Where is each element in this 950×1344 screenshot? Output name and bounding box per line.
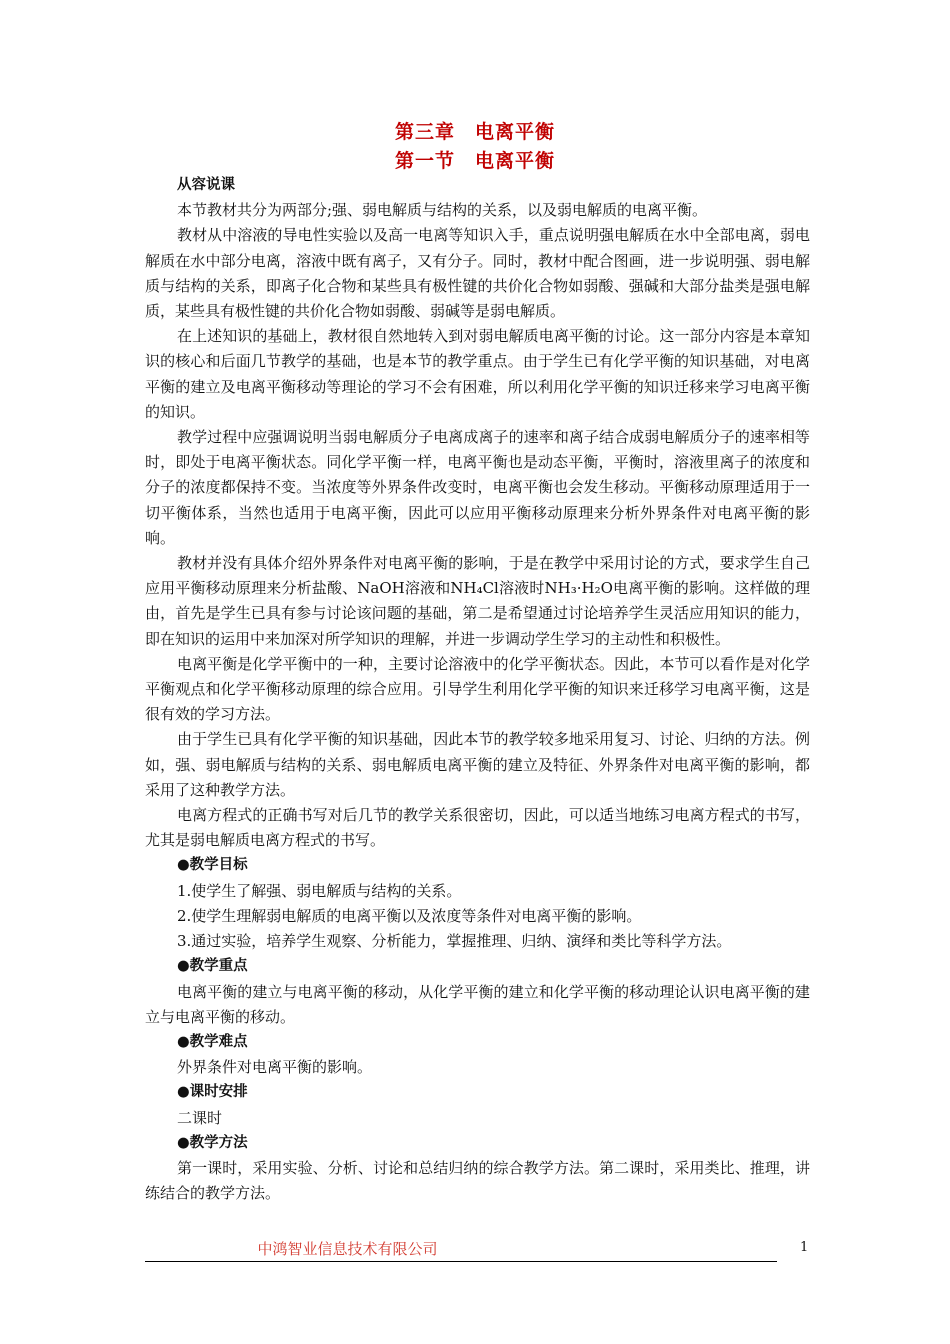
section-title: 第一节 电离平衡 <box>394 150 555 172</box>
section-heading: ●教学目标 <box>177 857 248 874</box>
paragraph: 电离方程式的正确书写对后几节的教学关系很密切，因此，可以适当地练习电离方程式的书写，尤其是弱电解质电离方程式的书写。 <box>145 806 810 850</box>
list-item: 1.使学生了解强、弱电解质与结构的关系。 <box>177 881 462 900</box>
section-heading: ●教学难点 <box>177 1033 248 1050</box>
list-item: 3.通过实验，培养学生观察、分析能力，掌握推理、归纳、演绎和类比等科学方法。 <box>177 932 732 951</box>
paragraph: 电离平衡是化学平衡中的一种，主要讨论溶液中的化学平衡状态。因此，本节可以看作是对化学平衡观点和化学平衡移动原理的综合应用。引导学生利用化学平衡的知识来迁移学习电离平衡，这是很有效的学习方法。 <box>145 654 810 724</box>
footer-rule <box>145 1261 777 1262</box>
section-heading: ●教学方法 <box>177 1134 248 1151</box>
list-item: 二课时 <box>177 1108 223 1127</box>
list-item: 2.使学生理解弱电解质的电离平衡以及浓度等条件对电离平衡的影响。 <box>177 906 642 925</box>
section-heading: ●课时安排 <box>177 1084 248 1101</box>
paragraph: 在上述知识的基础上，教材很自然地转入到对弱电解质电离平衡的讨论。这一部分内容是本章知识的核心和后面几节教学的基础，也是本节的教学重点。由于学生已有化学平衡的知识基础，对电离平衡的建立及电离平衡移动等理论的学习不会有困难，所以利用化学平衡的知识迁移来学习电离平衡的知识。 <box>145 327 810 421</box>
section-heading: 从容说课 <box>177 177 235 193</box>
paragraph: 教材从中溶液的导电性实验以及高一电离等知识入手，重点说明强电解质在水中全部电离，弱电解质在水中部分电离，溶液中既有离子，又有分子。同时，教材中配合图画，进一步说明强、弱电解质与结构的关系，即离子化合物和某些具有极性键的共价化合物如弱酸、强碱和大部分盐类是强电解质，某些具有极性键的共价化合物如弱酸、弱碱等是弱电解质。 <box>145 226 810 321</box>
footer-company: 中鸿智业信息技术有限公司 <box>257 1240 438 1258</box>
paragraph: 第一课时，采用实验、分析、讨论和总结归纳的综合教学方法。第二课时，采用类比、推理，讲练结合的教学方法。 <box>145 1158 810 1203</box>
paragraph: 电离平衡的建立与电离平衡的移动，从化学平衡的建立和化学平衡的移动理论认识电离平衡的建立与电离平衡的移动。 <box>145 982 810 1026</box>
list-item: 外界条件对电离平衡的影响。 <box>177 1058 373 1077</box>
chapter-titles <box>0 118 950 176</box>
paragraph: 教材并没有具体介绍外界条件对电离平衡的影响，于是在教学中采用讨论的方式，要求学生自己应用平衡移动原理来分析盐酸、NaOH溶液和NH₄Cl溶液时NH₃·H₂O电离平衡的影响。这样做的理由，首先是学生已具有参与讨论该问题的基础，第二是希望通过讨论培养学生灵活应用知识的能力，即在知识的运用中来加深对所学知识的理解，并进一步调动学生学习的主动性和积极性。 <box>145 554 810 648</box>
paragraph: 由于学生已具有化学平衡的知识基础，因此本节的教学较多地采用复习、讨论、归纳的方法。例如，强、弱电解质与结构的关系、弱电解质电离平衡的建立及特征、外界条件对电离平衡的影响，都采用了这种教学方法。 <box>145 730 810 799</box>
chapter-title: 第三章 电离平衡 <box>394 121 555 143</box>
document-body <box>145 173 810 1206</box>
page-number: 1 <box>800 1240 809 1255</box>
section-heading: ●教学重点 <box>177 958 248 975</box>
paragraph: 教学过程中应强调说明当弱电解质分子电离成离子的速率和离子结合成弱电解质分子的速率相等时，即处于电离平衡状态。同化学平衡一样，电离平衡也是动态平衡，平衡时，溶液里离子的浓度和分子的浓度都保持不变。当浓度等外界条件改变时，电离平衡也会发生移动。平衡移动原理适用于一切平衡体系，当然也适用于电离平衡，因此可以应用平衡移动原理来分析外界条件对电离平衡的影响。 <box>145 428 810 547</box>
paragraph: 本节教材共分为两部分;强、弱电解质与结构的关系，以及弱电解质的电离平衡。 <box>177 201 708 220</box>
